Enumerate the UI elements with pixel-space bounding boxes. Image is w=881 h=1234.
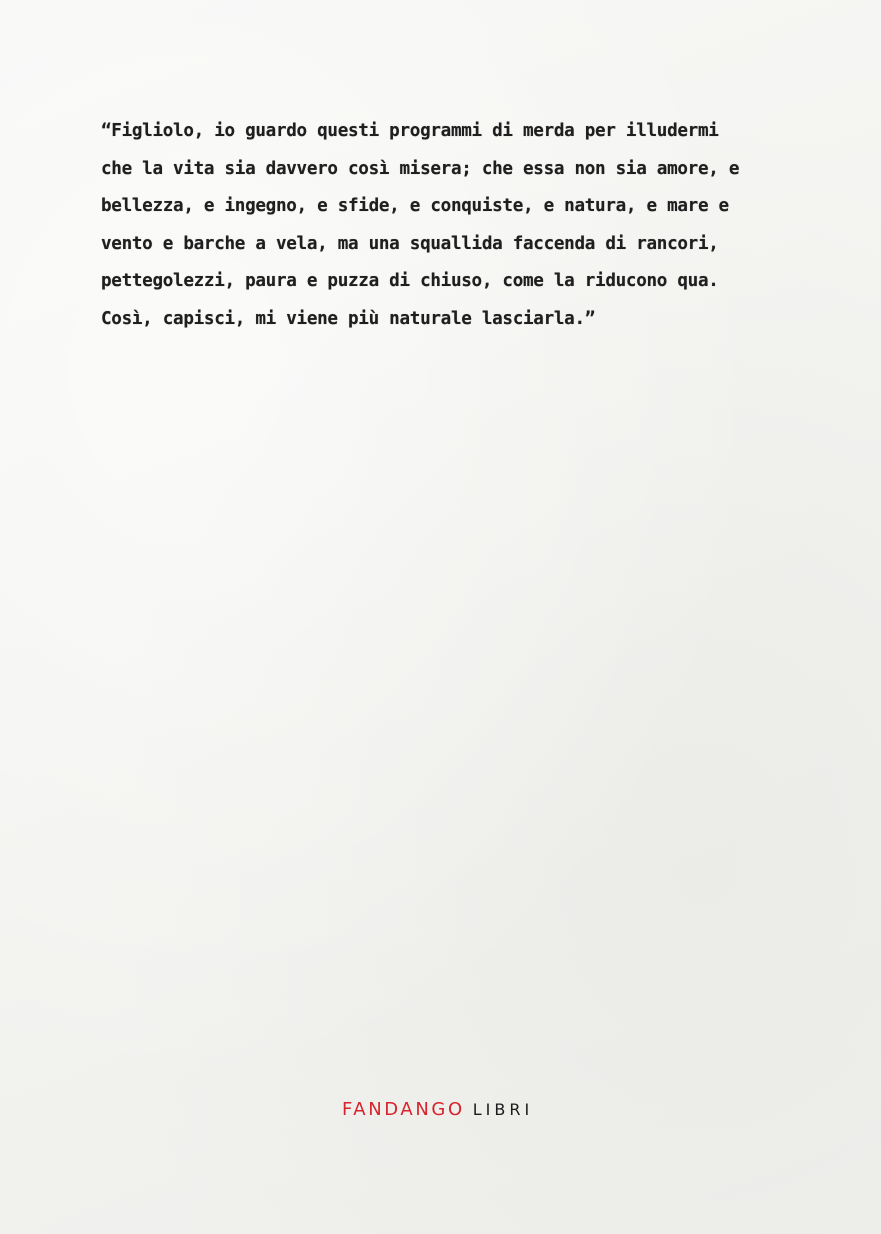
- quote-line-6: Così, capisci, mi viene più naturale lasciarla.”: [101, 308, 596, 329]
- quote-line-5: pettegolezzi, paura e puzza di chiuso, come la riducono qua.: [101, 271, 719, 292]
- publisher-sub: LIBRI: [472, 1100, 534, 1119]
- quote-line-4: vento e barche a vela, ma una squallida faccenda di rancori,: [101, 233, 719, 254]
- publisher-logo: [342, 1098, 533, 1122]
- quote-line-1: “Figliolo, io guardo questi programmi di merda per illudermi: [101, 121, 719, 141]
- quote-text: [101, 113, 791, 339]
- publisher-brand: FANDANGO: [342, 1099, 465, 1120]
- quote-line-3: bellezza, e ingegno, e sfide, e conquiste, e natura, e mare e: [101, 196, 729, 217]
- quote-line-2: che la vita sia davvero così misera; che essa non sia amore, e: [101, 158, 740, 179]
